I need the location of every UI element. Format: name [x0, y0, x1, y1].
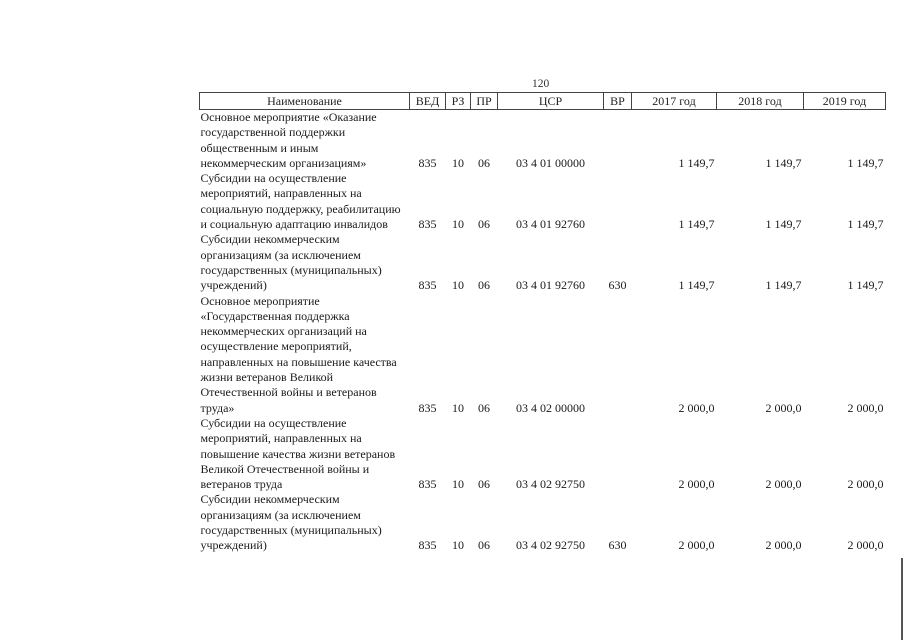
row-ved: 835 [418, 477, 437, 492]
header-ved: ВЕД [410, 93, 446, 110]
row-vr [604, 110, 632, 172]
page-number: 120 [532, 78, 550, 90]
row-ved: 835 [418, 278, 437, 293]
header-vr: ВР [604, 93, 632, 110]
table-body [200, 110, 886, 554]
row-vr [604, 171, 632, 232]
row-ved: 835 [418, 538, 437, 553]
header-csr: ЦСР [498, 93, 604, 110]
row-csr: 03 4 02 92750 [516, 538, 585, 553]
table-row [200, 110, 886, 172]
row-vr [604, 416, 632, 492]
row-2019: 2 000,0 [847, 400, 884, 415]
row-name: Основное мероприятие «Оказание государственной поддержки общественным и иным некоммерческим организациям» [200, 110, 377, 170]
row-2019: 2 000,0 [847, 477, 884, 492]
row-rz: 10 [452, 400, 464, 415]
row-pr: 06 [478, 400, 490, 415]
row-name: Субсидии на осуществление мероприятий, направленных на повышение качества жизни ветеранов Великой Отечественной войны и ветеранов труда [200, 415, 396, 492]
row-rz: 10 [452, 217, 464, 232]
row-name: Субсидии некоммерческим организациям (за исключением государственных (муниципальных) учреждений) [200, 232, 382, 293]
header-name: Наименование [200, 93, 410, 110]
row-pr: 06 [478, 155, 490, 170]
row-2017: 1 149,7 [678, 155, 715, 170]
row-ved: 835 [418, 400, 437, 415]
table-row [200, 416, 886, 492]
row-rz: 10 [452, 538, 464, 553]
row-2018: 1 149,7 [765, 155, 802, 170]
row-csr: 03 4 01 92760 [516, 217, 585, 232]
row-2018: 2 000,0 [765, 400, 802, 415]
table-row [200, 492, 886, 553]
row-csr: 03 4 01 92760 [516, 278, 585, 293]
row-2017: 2 000,0 [678, 477, 715, 492]
header-pr: ПР [471, 93, 498, 110]
row-name: Субсидии некоммерческим организациям (за исключением государственных (муниципальных) учреждений) [200, 492, 382, 553]
row-rz: 10 [452, 477, 464, 492]
row-name: Субсидии на осуществление мероприятий, направленных на социальную поддержку, реабилитацию и социальную адаптацию инвалидов [200, 171, 401, 232]
row-rz: 10 [452, 155, 464, 170]
row-vr: 630 [608, 278, 627, 293]
row-2018: 2 000,0 [765, 538, 802, 553]
row-pr: 06 [478, 278, 490, 293]
budget-table [199, 92, 886, 554]
row-2017: 2 000,0 [678, 400, 715, 415]
row-vr: 630 [608, 538, 627, 553]
scan-edge-mark [901, 558, 903, 640]
row-rz: 10 [452, 278, 464, 293]
row-pr: 06 [478, 477, 490, 492]
row-2019: 1 149,7 [847, 278, 884, 293]
row-ved: 835 [418, 155, 437, 170]
row-ved: 835 [418, 217, 437, 232]
row-2017: 1 149,7 [678, 217, 715, 232]
header-rz: РЗ [446, 93, 471, 110]
header-2019: 2019 год [804, 93, 886, 110]
row-2019: 1 149,7 [847, 217, 884, 232]
row-2018: 1 149,7 [765, 278, 802, 293]
row-csr: 03 4 02 00000 [516, 400, 585, 415]
table-header [200, 93, 886, 110]
row-2017: 2 000,0 [678, 538, 715, 553]
header-2018: 2018 год [717, 93, 804, 110]
row-2018: 1 149,7 [765, 217, 802, 232]
header-row [200, 93, 886, 110]
table-row [200, 294, 886, 416]
row-pr: 06 [478, 217, 490, 232]
row-2017: 1 149,7 [678, 278, 715, 293]
row-vr [604, 294, 632, 416]
row-pr: 06 [478, 538, 490, 553]
row-name: Основное мероприятие «Государственная поддержка некоммерческих организаций на осуществление мероприятий, направленных на повышение качества жизни ветеранов Великой Отечественной войны и ветеранов труда» [200, 293, 397, 415]
row-csr: 03 4 01 00000 [516, 155, 585, 170]
row-2018: 2 000,0 [765, 477, 802, 492]
table-row [200, 171, 886, 232]
table-row [200, 232, 886, 293]
row-2019: 1 149,7 [847, 155, 884, 170]
header-2017: 2017 год [632, 93, 717, 110]
row-2019: 2 000,0 [847, 538, 884, 553]
row-csr: 03 4 02 92750 [516, 477, 585, 492]
